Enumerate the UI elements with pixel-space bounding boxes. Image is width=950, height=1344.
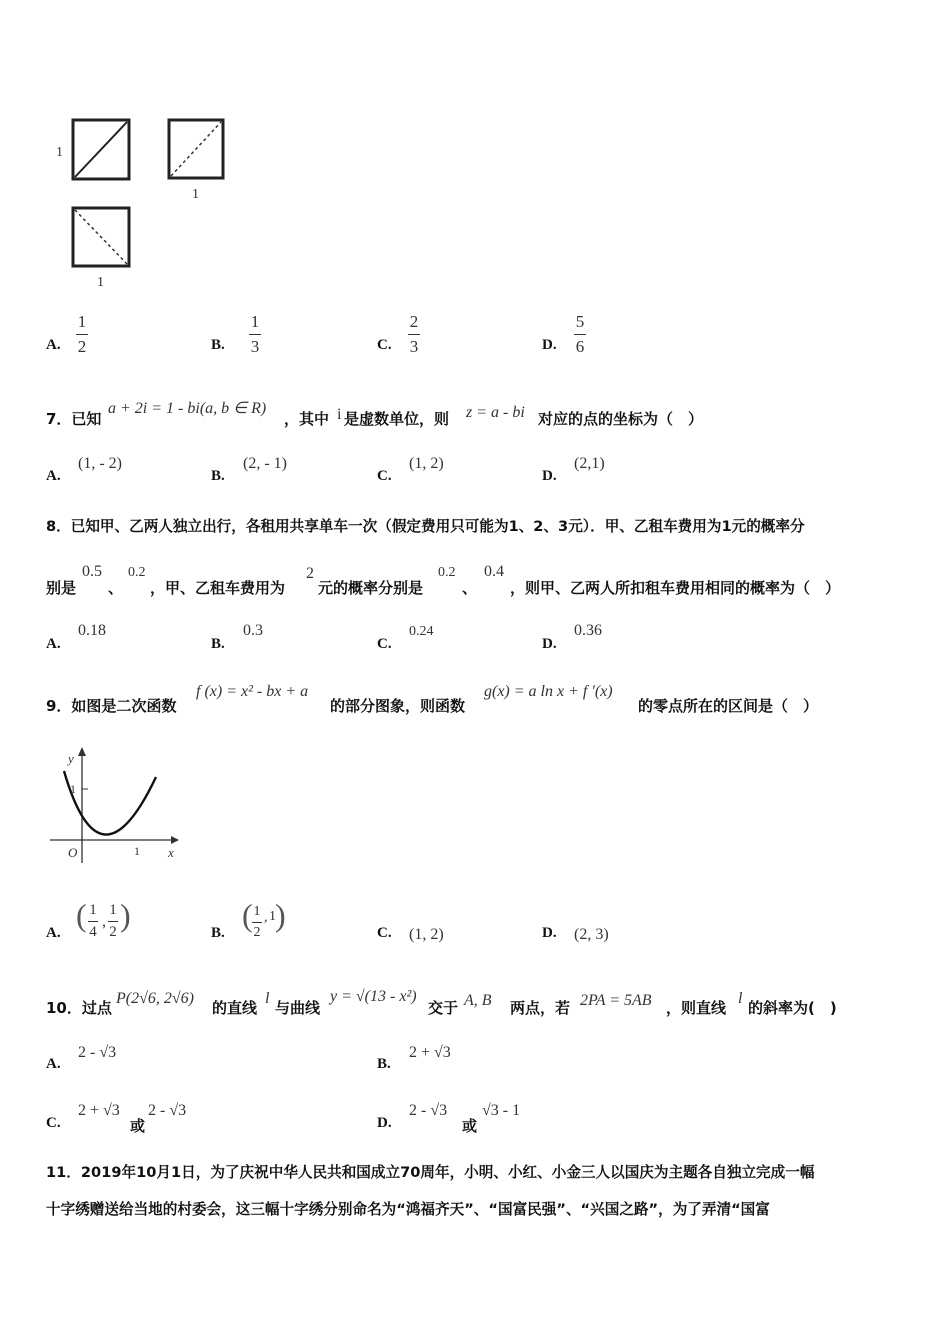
q10-suffix: 的斜率为( ): [748, 999, 837, 1017]
q9-prefix: 9．如图是二次函数: [46, 697, 177, 715]
q10-option-a-value: 2 - √3: [78, 1044, 117, 1061]
q8-v4: 0.2: [438, 565, 456, 580]
side-view-bottom-label: 1: [192, 187, 199, 202]
q9-a-right-paren-icon: ): [120, 897, 131, 933]
q8-l2-d: ，则甲、乙两人所扣租车费用相同的概率为（ ）: [510, 579, 841, 597]
x-axis-arrow-icon: [171, 836, 179, 844]
q10-option-c-label[interactable]: C.: [46, 1115, 61, 1131]
q8-l2-c: 元的概率分别是: [318, 579, 424, 597]
q8-v1: 0.5: [82, 563, 102, 580]
y-tick-label: 1: [70, 782, 76, 796]
q8-v2: 0.2: [128, 565, 146, 580]
q8-option-d-value: 0.36: [574, 622, 602, 639]
q6-option-a-fraction: [76, 312, 88, 357]
q9-option-b-label[interactable]: B.: [211, 925, 225, 941]
q7-mid2: 是虚数单位，则: [344, 410, 450, 428]
q10-mid1: 的直线: [212, 999, 258, 1017]
q8-sep2: 、: [462, 579, 478, 597]
q6-b-num: 1: [250, 312, 260, 331]
q9-f-expression: f (x) = x² - bx + a: [196, 683, 309, 700]
q9-option-d-value: (2, 3): [574, 926, 609, 943]
q9-a-n1: 1: [89, 902, 97, 918]
x-tick-label: 1: [134, 844, 140, 858]
q9-a-d2: 2: [109, 924, 117, 940]
y-axis-arrow-icon: [78, 747, 86, 756]
q8-option-b-value: 0.3: [243, 622, 263, 639]
q6-option-d-label[interactable]: D.: [542, 337, 557, 353]
q9-a-frac2: [108, 902, 118, 941]
q7-option-d-label[interactable]: D.: [542, 468, 557, 484]
q6-a-num: 1: [77, 312, 87, 331]
x-axis-label: x: [168, 845, 174, 860]
parabola-curve: [64, 771, 156, 835]
q7-option-a-label[interactable]: A.: [46, 468, 61, 484]
q8-line1: 8．已知甲、乙两人独立出行，各租用共享单车一次（假定费用只可能为1、2、3元）．甲、乙租车费用为1元的概率分: [46, 518, 805, 535]
q6-option-b-fraction: [249, 312, 261, 357]
q7-option-b-label[interactable]: B.: [211, 468, 225, 484]
side-view-dashed-diagonal: [171, 122, 221, 176]
q10-points-ab: A, B: [464, 992, 492, 1009]
q9-b-frac: [252, 904, 262, 941]
q8-l2-a: 别是: [46, 579, 77, 597]
q9-a-frac1: [88, 902, 98, 941]
q6-c-num: 2: [409, 312, 419, 331]
q7-option-d-value: (2,1): [574, 455, 605, 472]
q8-option-a-value: 0.18: [78, 622, 106, 639]
q9-b-tail: 1: [269, 909, 276, 924]
q9-a-d1: 4: [89, 924, 97, 940]
q10-option-c-or: 或: [130, 1117, 146, 1135]
q7-equation: a + 2i = 1 - bi(a, b ∈ R): [108, 400, 267, 417]
q9-option-d-label[interactable]: D.: [542, 925, 557, 941]
front-view-side-label: 1: [56, 145, 63, 160]
q10-option-b-label[interactable]: B.: [377, 1056, 391, 1072]
q10-option-d-or: 或: [462, 1117, 478, 1135]
q7-prefix: 7．已知: [46, 410, 102, 428]
q9-parabola-graph: [48, 745, 188, 865]
q8-option-d-label[interactable]: D.: [542, 636, 557, 652]
q7-z-expression: z = a - bi: [466, 404, 525, 421]
q9-b-d1: 2: [253, 925, 261, 940]
q6-option-c-fraction: [408, 312, 420, 357]
q10-curve: y = √(13 - x²): [330, 988, 417, 1005]
q6-b-den: 3: [250, 337, 260, 356]
q7-suffix: 对应的点的坐标为（ ）: [538, 410, 704, 428]
q7-mid1: ，其中: [284, 410, 330, 428]
q9-a-left-paren-icon: (: [76, 897, 87, 933]
q9-a-n2: 1: [109, 902, 117, 918]
top-view-bottom-label: 1: [97, 275, 104, 290]
q9-b-comma: ,: [264, 910, 268, 925]
q10-mid4: 两点，若: [510, 999, 571, 1017]
q10-mid2: 与曲线: [275, 999, 321, 1017]
q9-b-n1: 1: [253, 904, 261, 919]
q8-option-c-label[interactable]: C.: [377, 636, 392, 652]
q7-imag-unit: i: [337, 406, 342, 423]
q6-d-num: 5: [575, 312, 585, 331]
q6-c-den: 3: [409, 337, 419, 356]
q10-prefix: 10．过点: [46, 999, 112, 1017]
top-view-dashed-diagonal: [75, 210, 127, 264]
q6-a-den: 2: [77, 337, 87, 356]
q7-option-a-value: (1, - 2): [78, 455, 122, 472]
q9-b-right-paren-icon: ): [275, 897, 286, 933]
q11-line2: 十字绣赠送给当地的村委会，这三幅十字绣分别命名为“鸿福齐天”、“国富民强”、“兴国之路”，为了弄清“国富: [46, 1201, 770, 1218]
q6-option-b-label[interactable]: B.: [211, 337, 225, 353]
q8-option-a-label[interactable]: A.: [46, 636, 61, 652]
q10-option-d-value2: √3 - 1: [482, 1102, 521, 1119]
q10-line-l1: l: [265, 990, 270, 1007]
q10-mid3: 交于: [428, 999, 459, 1017]
q7-option-c-value: (1, 2): [409, 455, 444, 472]
q11-line1: 11．2019年10月1日，为了庆祝中华人民共和国成立70周年，小明、小红、小金三人以国庆为主题各自独立完成一幅: [46, 1164, 815, 1181]
q10-option-c-value: 2 + √3: [78, 1102, 120, 1119]
q9-suffix: 的零点所在的区间是（ ）: [638, 697, 819, 715]
three-view-figure: [40, 110, 250, 300]
q10-option-d-value: 2 - √3: [409, 1102, 448, 1119]
q9-option-c-label[interactable]: C.: [377, 925, 392, 941]
q9-mid: 的部分图象，则函数: [330, 697, 466, 715]
front-view-diagonal: [75, 122, 127, 177]
q10-option-a-label[interactable]: A.: [46, 1056, 61, 1072]
q9-option-c-value: (1, 2): [409, 926, 444, 943]
q6-d-den: 6: [575, 337, 585, 356]
q8-option-c-value: 0.24: [409, 624, 434, 639]
q9-g-expression: g(x) = a ln x + f ′(x): [484, 683, 613, 700]
q8-option-b-label[interactable]: B.: [211, 636, 225, 652]
q6-option-c-label[interactable]: C.: [377, 337, 392, 353]
q10-line-l2: l: [738, 990, 743, 1007]
q6-option-a-label[interactable]: A.: [46, 337, 61, 353]
q10-option-b-value: 2 + √3: [409, 1044, 451, 1061]
q10-option-c-value2: 2 - √3: [148, 1102, 187, 1119]
q9-b-left-paren-icon: (: [242, 897, 253, 933]
q9-a-comma: ,: [102, 913, 106, 930]
q7-option-b-value: (2, - 1): [243, 455, 287, 472]
q8-l2-b: ，甲、乙租车费用为: [150, 579, 286, 597]
q10-mid5: ，则直线: [666, 999, 727, 1017]
q7-option-c-label[interactable]: C.: [377, 468, 392, 484]
y-axis-label: y: [68, 751, 74, 766]
q10-ratio: 2PA = 5AB: [580, 992, 652, 1009]
q10-point-p: P(2√6, 2√6): [116, 990, 194, 1007]
q8-v5: 0.4: [484, 563, 504, 580]
origin-label: O: [68, 845, 78, 860]
q10-option-d-label[interactable]: D.: [377, 1115, 392, 1131]
q8-sep1: 、: [108, 579, 124, 597]
q9-option-a-label[interactable]: A.: [46, 925, 61, 941]
q8-v3: 2: [306, 565, 314, 582]
q6-option-d-fraction: [574, 312, 586, 357]
